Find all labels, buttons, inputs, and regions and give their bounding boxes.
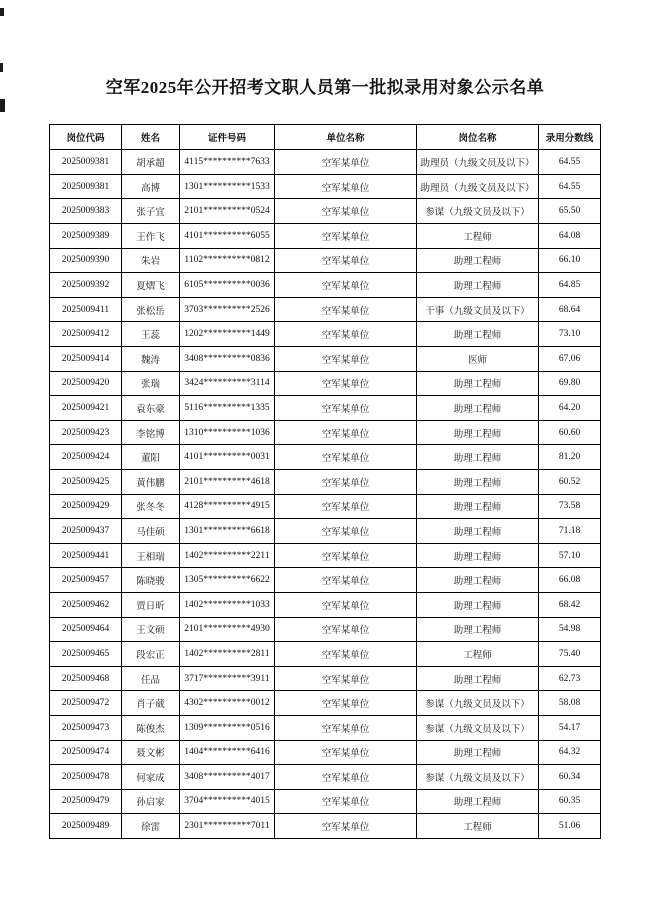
table-cell: 73.58 [539,494,601,519]
table-cell: 2025009424 [50,445,122,470]
table-cell: 2025009412 [50,322,122,347]
table-cell: 空军某单位 [275,666,417,691]
table-row [50,174,601,199]
table-cell: 62.73 [539,666,601,691]
table-cell: 1404**********6416 [180,740,275,765]
table-cell: 助理工程师 [417,371,539,396]
table-cell: 66.08 [539,568,601,593]
table-row [50,322,601,347]
column-header: 证件号码 [180,125,275,150]
table-cell: 空军某单位 [275,371,417,396]
table-cell: 干事（九级文员及以下） [417,297,539,322]
table-cell: 王文硕 [122,617,180,642]
table-cell: 空军某单位 [275,814,417,839]
table-cell: 董阳 [122,445,180,470]
table-cell: 1305**********6622 [180,568,275,593]
table-cell: 68.64 [539,297,601,322]
table-row [50,715,601,740]
table-cell: 2025009464 [50,617,122,642]
table-cell: 助理工程师 [417,469,539,494]
table-cell: 空军某单位 [275,469,417,494]
page-title: 空军2025年公开招考文职人员第一批拟录用对象公示名单 [105,78,545,97]
table-cell: 黄伟鹏 [122,469,180,494]
table-cell: 2025009473 [50,715,122,740]
table-cell: 聂文彬 [122,740,180,765]
table-cell: 助理员（九级文员及以下） [417,174,539,199]
table-cell: 1402**********2211 [180,543,275,568]
table-cell: 空军某单位 [275,322,417,347]
table-cell: 夏熠飞 [122,273,180,298]
table-cell: 空军某单位 [275,519,417,544]
table-cell: 参谋（九级文员及以下） [417,691,539,716]
table-cell: 1301**********1533 [180,174,275,199]
table-cell: 空军某单位 [275,765,417,790]
table-cell: 64.32 [539,740,601,765]
table-cell: 陈俊杰 [122,715,180,740]
scan-artifact [0,63,3,72]
table-row [50,150,601,175]
table-cell: 空军某单位 [275,347,417,372]
table-cell: 3717**********3911 [180,666,275,691]
table-cell: 空军某单位 [275,420,417,445]
table-cell: 助理工程师 [417,592,539,617]
table-cell: 2025009392 [50,273,122,298]
table-row [50,199,601,224]
table-cell: 69.80 [539,371,601,396]
table-row [50,494,601,519]
table-cell: 5116**********1335 [180,396,275,421]
table-cell: 2025009474 [50,740,122,765]
table-cell: 60.60 [539,420,601,445]
table-cell: 空军某单位 [275,642,417,667]
table-cell: 助理工程师 [417,494,539,519]
table-cell: 马佳硕 [122,519,180,544]
table-cell: 空军某单位 [275,248,417,273]
table-cell: 空军某单位 [275,224,417,249]
table-cell: 工程师 [417,224,539,249]
table-cell: 60.52 [539,469,601,494]
table-cell: 2025009437 [50,519,122,544]
table-cell: 空军某单位 [275,494,417,519]
table-cell: 2025009489 [50,814,122,839]
table-row [50,617,601,642]
table-cell: 2025009472 [50,691,122,716]
table-row [50,789,601,814]
table-cell: 1309**********0516 [180,715,275,740]
table-cell: 71.18 [539,519,601,544]
scan-artifact [0,99,5,112]
table-cell: 73.10 [539,322,601,347]
table-cell: 张子宜 [122,199,180,224]
roster-table [49,124,601,839]
table-cell: 参谋（九级文员及以下） [417,765,539,790]
table-cell: 2025009465 [50,642,122,667]
table-cell: 助理工程师 [417,396,539,421]
table-row [50,248,601,273]
table-cell: 参谋（九级文员及以下） [417,199,539,224]
table-cell: 袁东豪 [122,396,180,421]
column-header: 岗位代码 [50,125,122,150]
table-row [50,543,601,568]
table-cell: 1310**********1036 [180,420,275,445]
table-cell: 2101**********0524 [180,199,275,224]
table-cell: 67.06 [539,347,601,372]
table-cell: 64.08 [539,224,601,249]
table-cell: 2025009429 [50,494,122,519]
table-cell: 李铭博 [122,420,180,445]
table-cell: 4101**********0031 [180,445,275,470]
table-row [50,642,601,667]
table-cell: 1402**********2811 [180,642,275,667]
table-cell: 2025009420 [50,371,122,396]
table-row [50,420,601,445]
table-cell: 1102**********0812 [180,248,275,273]
table-cell: 徐雷 [122,814,180,839]
table-cell: 2101**********4930 [180,617,275,642]
table-cell: 2301**********7011 [180,814,275,839]
table-row [50,445,601,470]
table-cell: 助理工程师 [417,420,539,445]
table-cell: 4101**********6055 [180,224,275,249]
table-cell: 2025009423 [50,420,122,445]
table-body [50,150,601,839]
table-cell: 75.40 [539,642,601,667]
table-cell: 6105**********0036 [180,273,275,298]
table-cell: 54.98 [539,617,601,642]
table-cell: 2025009457 [50,568,122,593]
table-row [50,568,601,593]
table-cell: 空军某单位 [275,789,417,814]
table-cell: 助理工程师 [417,568,539,593]
table-cell: 2025009414 [50,347,122,372]
table-cell: 空军某单位 [275,740,417,765]
table-cell: 65.50 [539,199,601,224]
table-cell: 64.85 [539,273,601,298]
table-cell: 空军某单位 [275,543,417,568]
table-cell: 空军某单位 [275,715,417,740]
table-row [50,765,601,790]
table-cell: 空军某单位 [275,445,417,470]
table-cell: 空军某单位 [275,273,417,298]
table-cell: 张瑞 [122,371,180,396]
table-cell: 助理工程师 [417,789,539,814]
column-header: 姓名 [122,125,180,150]
table-cell: 1301**********6618 [180,519,275,544]
table-cell: 58.08 [539,691,601,716]
table-cell: 助理工程师 [417,519,539,544]
table-cell: 医师 [417,347,539,372]
table-cell: 王作飞 [122,224,180,249]
table-cell: 3424**********3114 [180,371,275,396]
table-cell: 空军某单位 [275,396,417,421]
table-cell: 2101**********4618 [180,469,275,494]
table-row [50,396,601,421]
table-cell: 空军某单位 [275,592,417,617]
table-cell: 空军某单位 [275,199,417,224]
table-cell: 助理工程师 [417,666,539,691]
table-cell: 陈晓骏 [122,568,180,593]
table-cell: 1402**********1033 [180,592,275,617]
table-cell: 2025009383 [50,199,122,224]
table-cell: 胡承超 [122,150,180,175]
table-cell: 64.20 [539,396,601,421]
table-cell: 2025009478 [50,765,122,790]
table-cell: 贾日昕 [122,592,180,617]
table-cell: 51.06 [539,814,601,839]
table-cell: 王相瑞 [122,543,180,568]
table-cell: 3408**********0836 [180,347,275,372]
table-cell: 何家成 [122,765,180,790]
table-cell: 66.10 [539,248,601,273]
table-cell: 助理工程师 [417,543,539,568]
table-row [50,371,601,396]
column-header: 单位名称 [275,125,417,150]
table-cell: 助理工程师 [417,617,539,642]
table-cell: 2025009389 [50,224,122,249]
table-cell: 助理工程师 [417,322,539,347]
table-cell: 60.34 [539,765,601,790]
table-cell: 参谋（九级文员及以下） [417,715,539,740]
table-cell: 任品 [122,666,180,691]
table-cell: 空军某单位 [275,150,417,175]
table-cell: 肖子葳 [122,691,180,716]
table-cell: 64.55 [539,174,601,199]
table-cell: 81.20 [539,445,601,470]
table-cell: 助理工程师 [417,740,539,765]
table-cell: 工程师 [417,814,539,839]
table-cell: 2025009425 [50,469,122,494]
table-row [50,519,601,544]
table-cell: 魏涛 [122,347,180,372]
table-row [50,740,601,765]
table-cell: 张冬冬 [122,494,180,519]
table-cell: 助理工程师 [417,273,539,298]
column-header: 岗位名称 [417,125,539,150]
table-cell: 3408**********4017 [180,765,275,790]
table-cell: 4115**********7633 [180,150,275,175]
table-cell: 2025009462 [50,592,122,617]
table-cell: 空军某单位 [275,568,417,593]
table-cell: 王蕊 [122,322,180,347]
table-cell: 2025009468 [50,666,122,691]
table-row [50,273,601,298]
table-cell: 68.42 [539,592,601,617]
table-cell: 2025009421 [50,396,122,421]
column-header: 录用分数线 [539,125,601,150]
table-cell: 57.10 [539,543,601,568]
table-cell: 2025009479 [50,789,122,814]
table-cell: 助理工程师 [417,445,539,470]
table-cell: 2025009381 [50,150,122,175]
table-cell: 2025009411 [50,297,122,322]
table-cell: 54.17 [539,715,601,740]
table-row [50,224,601,249]
table-cell: 高博 [122,174,180,199]
table-cell: 空军某单位 [275,691,417,716]
table-cell: 助理工程师 [417,248,539,273]
scan-artifact [0,8,4,16]
table-row [50,691,601,716]
table-cell: 工程师 [417,642,539,667]
table-cell: 60.35 [539,789,601,814]
table-cell: 空军某单位 [275,174,417,199]
table-cell: 空军某单位 [275,297,417,322]
table-cell: 64.55 [539,150,601,175]
table-cell: 4128**********4915 [180,494,275,519]
table-row [50,347,601,372]
table-cell: 2025009390 [50,248,122,273]
header-row [50,125,601,150]
table-cell: 4302**********0012 [180,691,275,716]
table-cell: 孙启家 [122,789,180,814]
table-row [50,297,601,322]
table-cell: 张松岳 [122,297,180,322]
table-row [50,592,601,617]
table-cell: 3704**********4015 [180,789,275,814]
table-cell: 助理员（九级文员及以下） [417,150,539,175]
table-cell: 3703**********2526 [180,297,275,322]
table-cell: 2025009381 [50,174,122,199]
table-cell: 1202**********1449 [180,322,275,347]
table-row [50,666,601,691]
table-cell: 空军某单位 [275,617,417,642]
table-cell: 2025009441 [50,543,122,568]
table-row [50,469,601,494]
table-cell: 段宏正 [122,642,180,667]
table-cell: 朱岩 [122,248,180,273]
table-row [50,814,601,839]
